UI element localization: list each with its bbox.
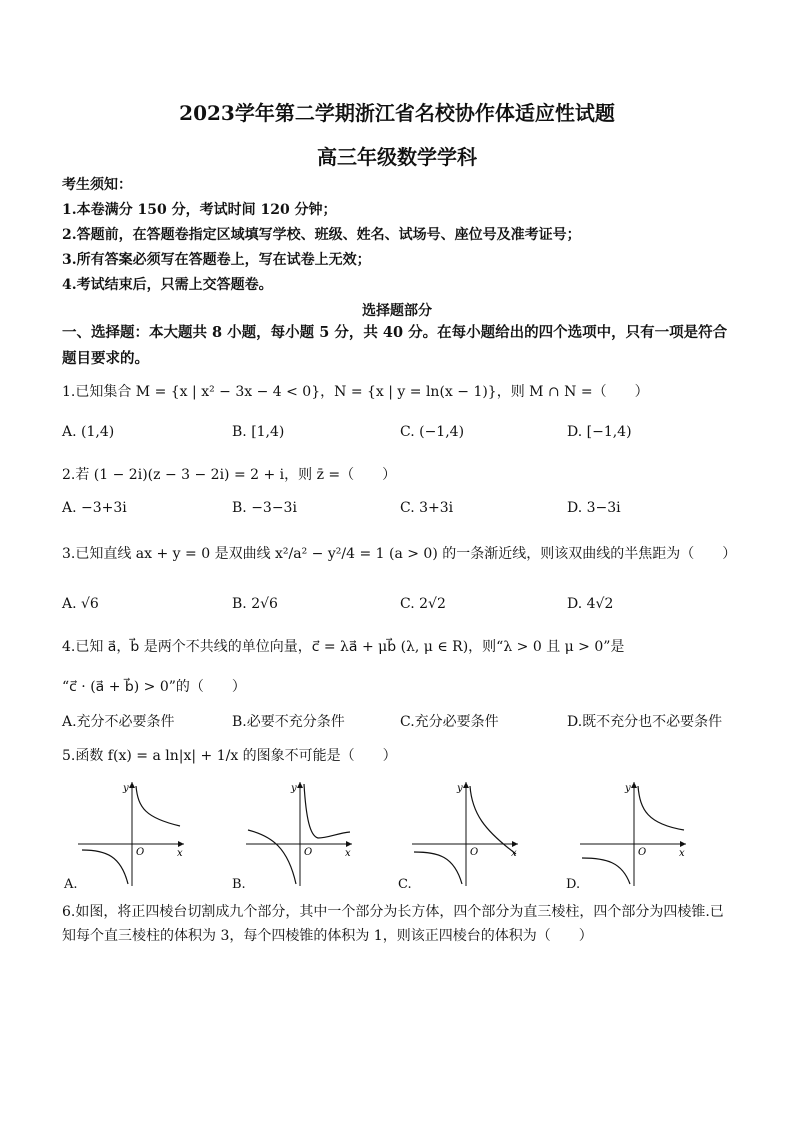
question-4-stem-continued: “c⃗ · (a⃗ + b⃗) > 0”的（ ）: [62, 679, 246, 695]
graph-d: [578, 778, 688, 888]
q3-option-d: D. 4√2: [567, 596, 614, 612]
graph-c-axis-x: x: [511, 848, 517, 859]
q4-option-c: C.充分必要条件: [400, 714, 499, 730]
part1-heading: 一、选择题：本大题共 8 小题，每小题 5 分，共 40 分。在每小题给出的四个选项中，只有一项是符合题目要求的。: [62, 324, 728, 367]
graph-d-axis-y: y: [625, 783, 631, 794]
graph-b-axis-y: y: [291, 783, 297, 794]
graph-b-axis-x: x: [345, 848, 351, 859]
exam-subtitle: 高三年级数学学科: [317, 145, 477, 169]
notice-item-2: 2.答题前，在答题卷指定区域填写学校、班级、姓名、试场号、座位号及准考证号；: [62, 227, 581, 243]
graph-c-axis-y: y: [457, 783, 463, 794]
notice-heading: 考生须知：: [62, 177, 132, 193]
graph-b-origin: O: [304, 847, 313, 858]
section-title: 选择题部分: [362, 303, 432, 319]
graph-d-origin: O: [638, 847, 647, 858]
q1-option-a: A. (1,4): [62, 424, 115, 440]
graph-c-origin: O: [470, 847, 479, 858]
graph-c-label: C.: [398, 877, 412, 892]
graph-a-origin: O: [136, 847, 145, 858]
graph-c: [410, 778, 520, 888]
graph-a-label: A.: [64, 877, 78, 892]
graph-a-axis-x: x: [177, 848, 183, 859]
q3-option-b: B. 2√6: [232, 596, 278, 612]
question-6-stem: 6.如图，将正四棱台切割成九个部分，其中一个部分为长方体，四个部分为直三棱柱，四个部分为四棱锥.已知每个直三棱柱的体积为 3，每个四棱锥的体积为 1，则该正四棱台的体积为（ ）: [62, 904, 724, 944]
question-2-stem: 2.若 (1 − 2i)(z − 3 − 2i) = 2 + i，则 z̄ =（ ）: [62, 467, 397, 483]
graph-b: [244, 778, 354, 888]
notice-item-4: 4.考试结束后，只需上交答题卷。: [62, 277, 273, 293]
question-3-stem: 3.已知直线 ax + y = 0 是双曲线 x²/a² − y²/4 = 1 (a > 0) 的一条渐近线，则该双曲线的半焦距为（ ）: [62, 546, 737, 562]
q2-option-c: C. 3+3i: [400, 500, 454, 516]
question-5-stem: 5.函数 f(x) = a ln|x| + 1/x 的图象不可能是（ ）: [62, 748, 397, 764]
q4-option-b: B.必要不充分条件: [232, 714, 345, 730]
exam-title: 2023学年第二学期浙江省名校协作体适应性试题: [179, 101, 615, 125]
graph-b-label: B.: [232, 877, 246, 892]
notice-item-3: 3.所有答案必须写在答题卷上，写在试卷上无效；: [62, 252, 371, 268]
q2-option-b: B. −3−3i: [232, 500, 297, 516]
question-4-stem: 4.已知 a⃗，b⃗ 是两个不共线的单位向量，c⃗ = λa⃗ + μb⃗ (λ, μ ∈ R)，则“λ > 0 且 μ > 0”是: [62, 639, 625, 655]
q3-option-a: A. √6: [62, 596, 99, 612]
notice-item-1: 1.本卷满分 150 分，考试时间 120 分钟；: [62, 202, 337, 218]
q2-option-d: D. 3−3i: [567, 500, 621, 516]
graph-d-axis-x: x: [679, 848, 685, 859]
q1-option-b: B. [1,4): [232, 424, 285, 440]
q3-option-c: C. 2√2: [400, 596, 446, 612]
q2-option-a: A. −3+3i: [62, 500, 127, 516]
question-1-stem: 1.已知集合 M = {x | x² − 3x − 4 < 0}，N = {x | y = ln(x − 1)}，则 M ∩ N =（ ）: [62, 384, 649, 400]
q4-option-d: D.既不充分也不必要条件: [567, 714, 723, 730]
graph-d-label: D.: [566, 877, 581, 892]
graph-a: [76, 778, 186, 888]
q1-option-c: C. (−1,4): [400, 424, 465, 440]
q4-option-a: A.充分不必要条件: [62, 714, 175, 730]
q1-option-d: D. [−1,4): [567, 424, 632, 440]
graph-a-axis-y: y: [123, 783, 129, 794]
